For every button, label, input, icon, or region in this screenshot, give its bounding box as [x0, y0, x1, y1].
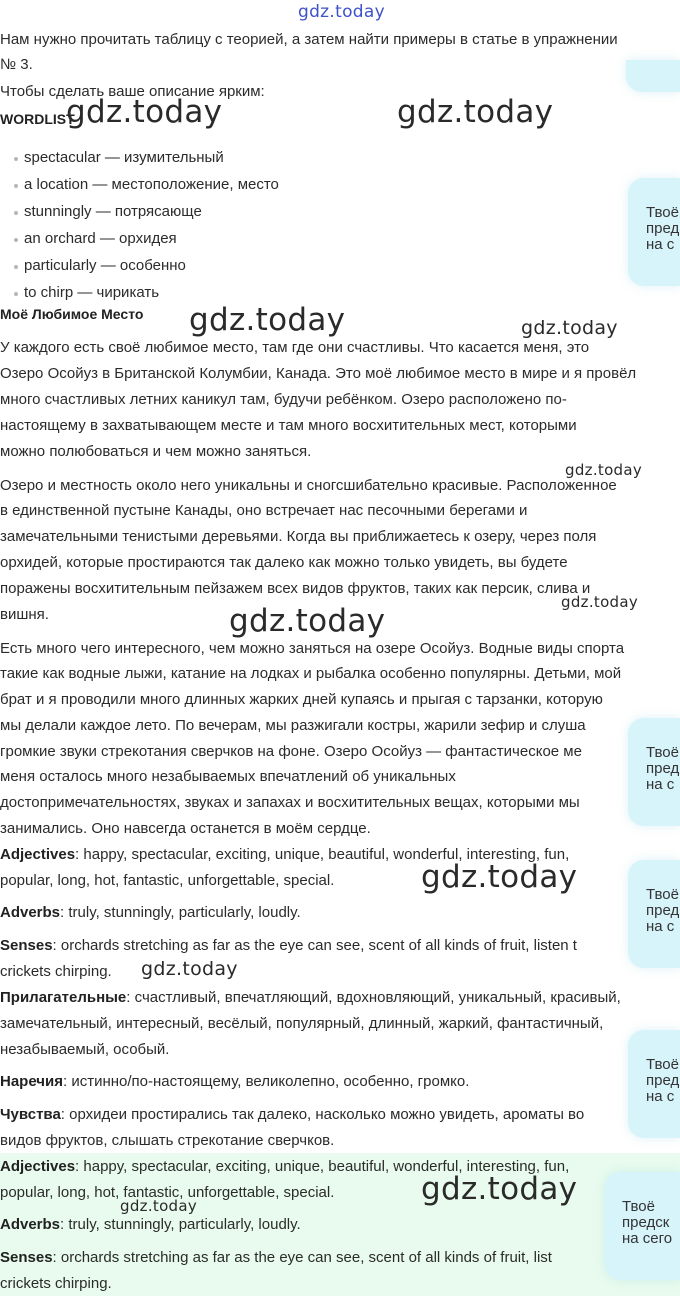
adjectives-ru-line-2: замечательный, интересный, весёлый, популярный, длинный, жаркий, фантастичный, [0, 1015, 604, 1032]
adverbs-ru [0, 1069, 469, 1095]
side-card-line: Твоё [646, 886, 679, 903]
intro-line-3: Чтобы сделать ваше описание ярким: [0, 83, 265, 100]
watermark: gdz.today [421, 859, 578, 895]
side-card-line: пред [646, 902, 680, 919]
list-item: a location — местоположение, место [0, 171, 279, 198]
intro-line-2: № 3. [0, 56, 33, 73]
senses-en2-line-2: crickets chirping. [0, 1275, 112, 1292]
side-card-line: на с [646, 1088, 675, 1105]
essay-p3-line: мы делали каждое лето. По вечерам, мы разжигали костры, жарили зефир и слуша [0, 717, 586, 734]
watermark: gdz.today [421, 1171, 578, 1207]
list-item: stunningly — потрясающе [0, 198, 279, 225]
side-card-line: Твоё [646, 204, 679, 221]
watermark: gdz.today [120, 1197, 198, 1215]
adverbs-text: : truly, stunningly, particularly, loudly. [60, 904, 301, 921]
adjectives-text: : happy, spectacular, exciting, unique, beautiful, wonderful, interesting, fun, [75, 846, 570, 863]
essay-p3-line: достопримечательностях, звуках и запахах и восхитительных вещах, которыми мы [0, 794, 580, 811]
senses-ru-label: Чувства [0, 1106, 61, 1123]
adverbs-label: Adverbs [0, 904, 61, 921]
top-watermark: gdz.today [298, 2, 385, 22]
list-item: to chirp — чирикать [0, 279, 279, 306]
senses-label: Senses [0, 1249, 53, 1266]
essay-p2-line: замечательными тенистыми деревьями. Когда вы приближаетесь к озеру, через поля [0, 528, 597, 545]
adjectives-ru-label: Прилагательные [0, 989, 127, 1006]
senses-ru-line-1 [0, 1102, 584, 1128]
side-card-line: пред [646, 220, 680, 237]
adverbs-label: Adverbs [0, 1216, 61, 1233]
senses-label: Senses [0, 937, 53, 954]
adjectives-text: : happy, spectacular, exciting, unique, beautiful, wonderful, interesting, fun, [75, 1158, 570, 1175]
watermark: gdz.today [66, 94, 223, 130]
essay-p3-line: Есть много чего интересного, чем можно заняться на озере Осойуз. Водные виды спорта [0, 640, 625, 657]
side-card[interactable] [628, 178, 680, 286]
list-item: an orchard — орхидея [0, 225, 279, 252]
essay-p3-line: такие как водные лыжи, катание на лодках и рыбалка особенно популярны. Детьми, мой [0, 665, 622, 682]
essay-p2-line: орхидей, которые простираются так далеко как можно только увидеть, вы будете [0, 554, 568, 571]
side-card[interactable] [628, 718, 680, 826]
adjectives-ru-text: : счастливый, впечатляющий, вдохновляющий, уникальный, красивый, [126, 989, 621, 1006]
watermark: gdz.today [521, 317, 618, 339]
senses-text: : orchards stretching as far as the eye can see, scent of all kinds of fruit, listen t [52, 937, 577, 954]
watermark: gdz.today [141, 958, 238, 980]
adverbs-ru-text: : истинно/по-настоящему, великолепно, особенно, громко. [63, 1073, 470, 1090]
adjectives-label: Adjectives [0, 846, 76, 863]
essay-p3-line: брат и я проводили много длинных жарких дней купаясь и прыгая с тарзанки, которую [0, 691, 603, 708]
side-card-line: на с [646, 236, 675, 253]
intro-line-1: Нам нужно прочитать таблицу с теорией, а затем найти примеры в статье в упражнении [0, 31, 618, 48]
side-card-line: на сего [622, 1230, 673, 1247]
watermark: gdz.today [561, 593, 639, 611]
essay-p3-line: занимались. Оно навсегда останется в моём сердце. [0, 820, 371, 837]
adjectives-label: Adjectives [0, 1158, 76, 1175]
adverbs-en [0, 900, 301, 926]
list-item: spectacular — изумительный [0, 144, 279, 171]
essay-p2-line: вишня. [0, 606, 49, 623]
senses-ru-text: : орхидеи простирались так далеко, насколько можно увидеть, ароматы во [60, 1106, 585, 1123]
side-card-line: пред [646, 760, 680, 777]
essay-p1-line: можно полюбоваться и чем можно заняться. [0, 443, 312, 460]
side-card[interactable] [628, 1030, 680, 1138]
side-card-line: Твоё [646, 1056, 679, 1073]
side-card-large[interactable] [605, 1172, 680, 1280]
essay-p1-line: Озеро Осойуз в Британской Колумбии, Канада. Это моё любимое место в мире и я провёл [0, 365, 637, 382]
adverbs-ru-label: Наречия [0, 1073, 63, 1090]
watermark: gdz.today [229, 603, 386, 639]
list-item: particularly — особенно [0, 252, 279, 279]
adjectives-ru-line-3: незабываемый, особый. [0, 1041, 170, 1058]
essay-p3-line: меня осталось много незабываемых впечатлений об уникальных [0, 768, 456, 785]
side-card-line: Твоё [646, 744, 679, 761]
side-card-line: на с [646, 918, 675, 935]
side-card-line: Твоё [622, 1198, 655, 1215]
side-card[interactable] [628, 860, 680, 968]
watermark: gdz.today [189, 302, 346, 338]
senses-en2-line-1 [0, 1245, 552, 1271]
side-card-line: на с [646, 776, 675, 793]
side-card-top-fragment[interactable] [626, 60, 680, 92]
watermark: gdz.today [397, 94, 554, 130]
senses-ru-line-2: видов фруктов, слышать стрекотание сверчков. [0, 1132, 335, 1149]
adjectives-ru-line-1 [0, 985, 621, 1011]
essay-p3-line: громкие звуки стрекотания сверчков на фоне. Озеро Осойуз — фантастическое ме [0, 743, 582, 760]
watermark: gdz.today [565, 461, 643, 479]
essay-p1-line: настоящему в захватывающем месте и там много восхитительных мест, которыми [0, 417, 577, 434]
essay-p1-line: У каждого есть своё любимое место, там где они счастливы. Что касается меня, это [0, 339, 590, 356]
senses-text: : orchards stretching as far as the eye can see, scent of all kinds of fruit, list [52, 1249, 552, 1266]
senses-en-line-2: crickets chirping. [0, 963, 112, 980]
wordlist-heading: WORDLIST [0, 111, 75, 127]
wordlist [0, 144, 279, 306]
essay-p1-line: много счастливых летних каникул там, будучи ребёнком. Озеро расположено по- [0, 391, 567, 408]
essay-title: Моё Любимое Место [0, 306, 144, 322]
essay-p2-line: поражены восхитительным пейзажем всех видов фруктов, таких как персик, слива и [0, 580, 591, 597]
adverbs-text: : truly, stunningly, particularly, loudly. [60, 1216, 301, 1233]
adverbs-en2 [0, 1212, 301, 1238]
adjectives-en-line-2: popular, long, hot, fantastic, unforgettable, special. [0, 872, 335, 889]
essay-p2-line: Озеро и местность около него уникальны и сногсшибательно красивые. Расположенное [0, 477, 617, 494]
side-card-line: пред [646, 1072, 680, 1089]
senses-en-line-1 [0, 933, 577, 959]
side-card-line: предск [622, 1214, 670, 1231]
adjectives-en2-line-2: popular, long, hot, fantastic, unforgettable, special. [0, 1184, 335, 1201]
essay-p2-line: в единственной пустыне Канады, оно встречает нас песочными берегами и [0, 502, 528, 519]
